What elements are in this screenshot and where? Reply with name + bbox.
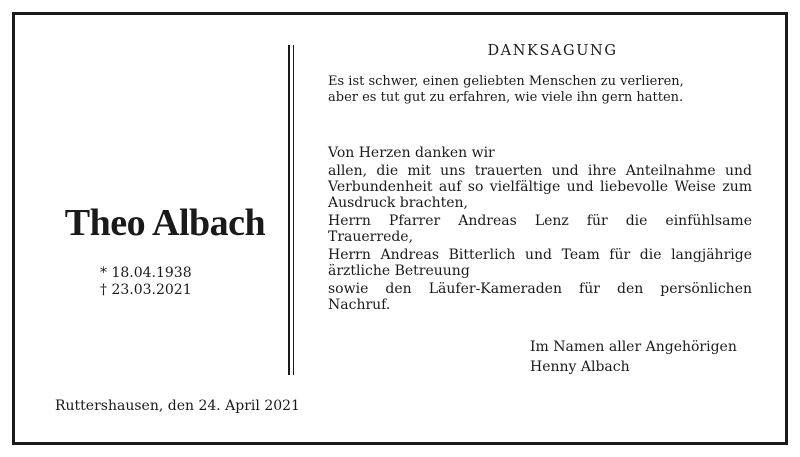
divider-line-thick	[288, 45, 290, 375]
closing-signature	[530, 337, 770, 377]
heading-danksagung: DANKSAGUNG	[487, 43, 618, 59]
thanks-item: Herrn Pfarrer Andreas Lenz für die einfühlsame Trauerrede,	[328, 213, 752, 245]
thanks-item: sowie den Läufer-Kameraden für den persönlichen Nachruf.	[328, 281, 752, 313]
obituary-thanks-ad	[12, 12, 788, 445]
motto	[328, 74, 768, 105]
death-date: † 23.03.2021	[100, 282, 192, 298]
birth-date: * 18.04.1938	[100, 265, 192, 281]
motto-line: Es ist schwer, einen geliebten Menschen zu verlieren,	[328, 74, 684, 89]
divider-line-thin	[293, 45, 294, 375]
closing-line: Im Namen aller Angehörigen	[530, 339, 737, 355]
thanks-item: allen, die mit uns trauerten und ihre Anteilnahme und Verbundenheit auf so vielfältige und liebevolle Weise zum Ausdruck brachten,	[328, 163, 752, 211]
signatory-name: Henny Albach	[530, 359, 630, 375]
thanks-text	[328, 145, 752, 315]
thanks-intro: Von Herzen danken wir	[328, 145, 495, 161]
motto-line: aber es tut gut zu erfahren, wie viele ihn gern hatten.	[328, 89, 684, 105]
place-and-date: Ruttershausen, den 24. April 2021	[55, 398, 300, 414]
thanks-item: Herrn Andreas Bitterlich und Team für die langjährige ärztliche Betreuung	[328, 247, 752, 279]
deceased-name: Theo Albach	[64, 202, 266, 244]
life-dates	[100, 265, 230, 299]
